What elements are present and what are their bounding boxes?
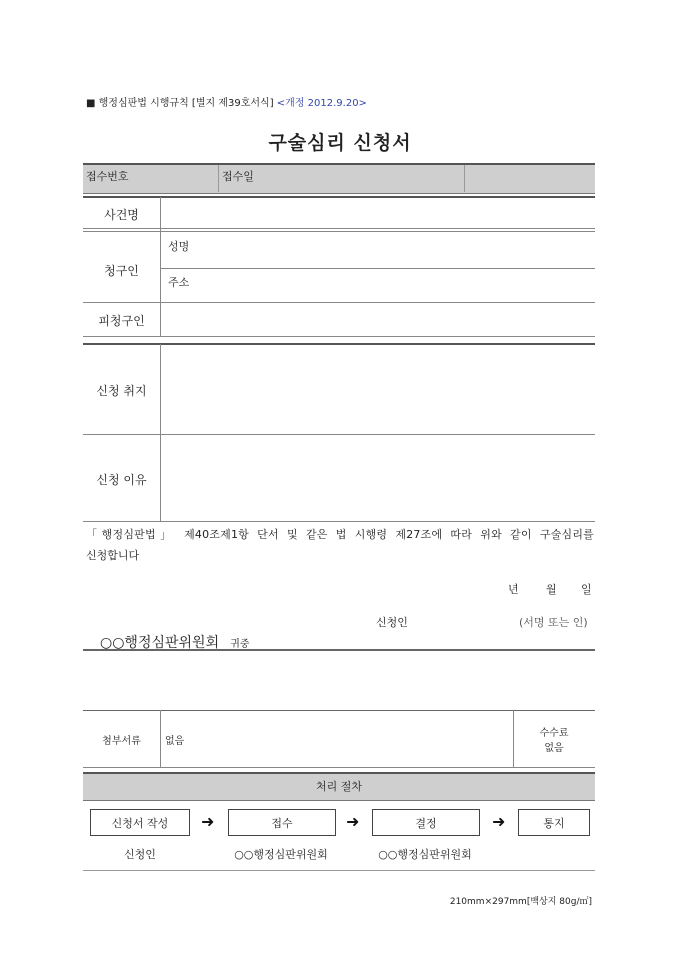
fee-value: 없음 bbox=[544, 743, 564, 754]
claimant-address-label: 주소 bbox=[168, 276, 190, 289]
process-step-decide: 결정 bbox=[372, 809, 480, 836]
process-actor-3: ○○행정심판위원회 bbox=[378, 848, 472, 861]
date-year-label: 년 bbox=[508, 583, 519, 596]
arrow-3: ➜ bbox=[492, 812, 506, 831]
process-actor-2: ○○행정심판위원회 bbox=[234, 848, 328, 861]
receipt-date-label: 접수일 bbox=[222, 170, 254, 183]
process-actor-1: 신청인 bbox=[124, 848, 156, 861]
attachments-value: 없음 bbox=[165, 736, 185, 747]
reason-field[interactable] bbox=[162, 437, 592, 519]
process-step-notify: 통지 bbox=[518, 809, 590, 836]
statement-line-2: 신청합니다 bbox=[86, 549, 140, 562]
receipt-number-label: 접수번호 bbox=[86, 170, 129, 183]
case-name-label: 사건명 bbox=[104, 208, 139, 222]
respondent-label: 피청구인 bbox=[98, 314, 145, 328]
revision-note: <개정 2012.9.20> bbox=[276, 98, 367, 109]
reason-label: 신청 이유 bbox=[96, 473, 147, 487]
respondent-field[interactable] bbox=[162, 304, 592, 334]
committee-name: ○○행정심판위원회 bbox=[100, 635, 220, 651]
attachments-label: 첨부서류 bbox=[102, 736, 141, 747]
applicant-label: 신청인 bbox=[376, 616, 408, 629]
arrow-2: ➜ bbox=[346, 812, 360, 831]
honorific: 귀중 bbox=[230, 639, 250, 650]
claimant-address-field[interactable] bbox=[200, 270, 592, 300]
date-day-label: 일 bbox=[581, 583, 592, 596]
process-title: 처리 절차 bbox=[83, 772, 595, 801]
purpose-field[interactable] bbox=[162, 347, 592, 431]
date-month-label: 월 bbox=[546, 583, 557, 596]
fee-label: 수수료 bbox=[539, 728, 569, 739]
claimant-name-field[interactable] bbox=[200, 234, 592, 266]
arrow-1: ➜ bbox=[201, 812, 215, 831]
process-step-apply: 신청서 작성 bbox=[90, 809, 190, 836]
statement-line-1: 「행정심판법」 제40조제1항 단서 및 같은 법 시행령 제27조에 따라 위와 같이 구술심리를 bbox=[86, 528, 594, 541]
form-source-text: ■ 행정심판법 시행규칙 [별지 제39호서식] bbox=[86, 98, 274, 109]
case-name-field[interactable] bbox=[162, 199, 592, 227]
claimant-name-label: 성명 bbox=[168, 240, 190, 253]
receipt-bar bbox=[83, 163, 595, 194]
claimant-label: 청구인 bbox=[104, 264, 139, 278]
page-title: 구술심리 신청서 bbox=[268, 132, 412, 154]
purpose-label: 신청 취지 bbox=[96, 384, 147, 398]
process-step-receive: 접수 bbox=[228, 809, 336, 836]
paper-spec: 210mm×297mm[백상지 80g/㎡] bbox=[449, 897, 592, 907]
sign-hint: (서명 또는 인) bbox=[519, 616, 588, 629]
form-source bbox=[86, 94, 367, 109]
